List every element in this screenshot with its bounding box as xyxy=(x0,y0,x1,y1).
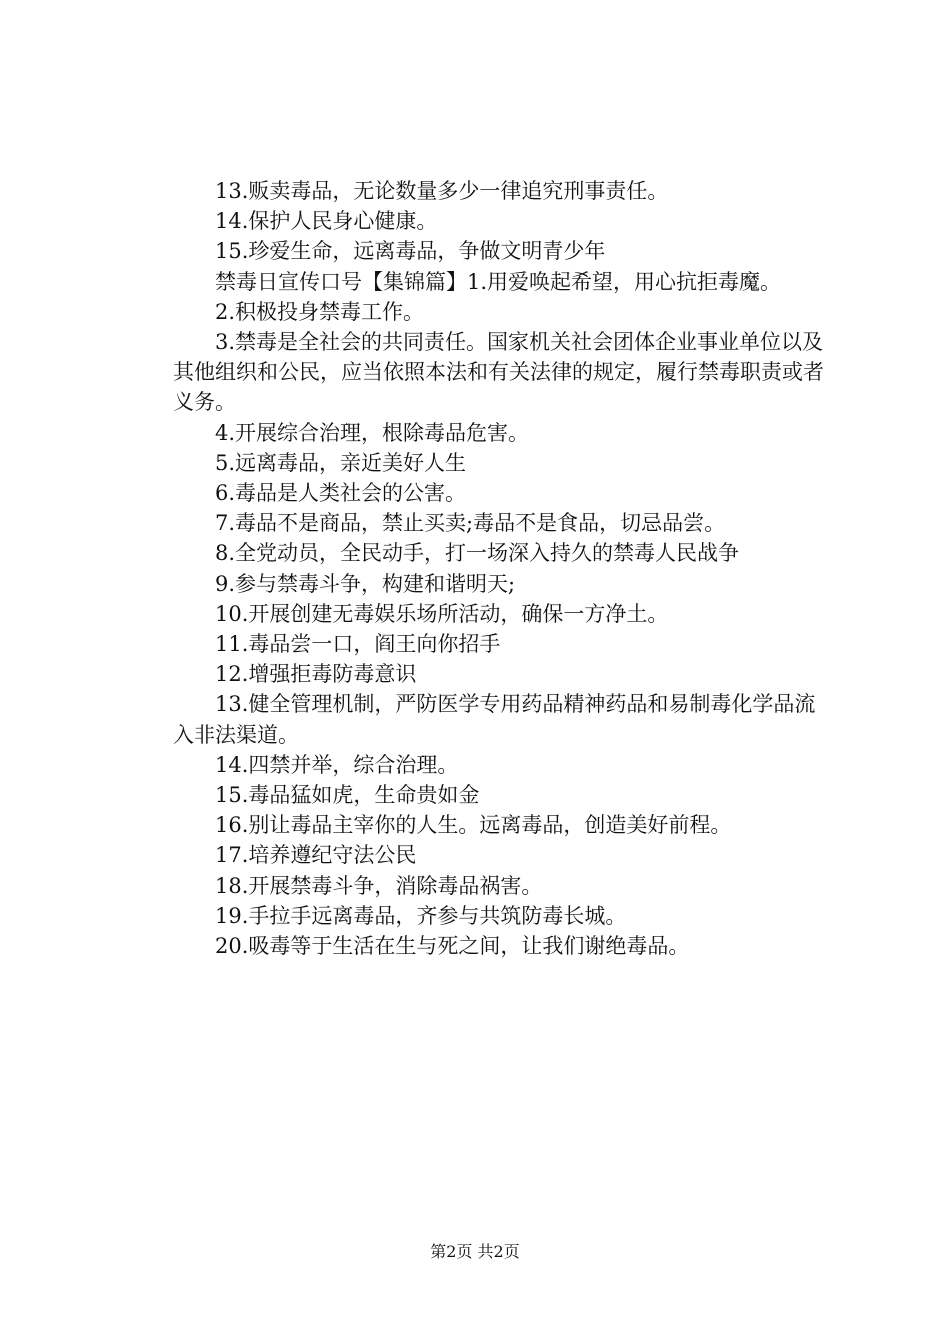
paragraph: 18.开展禁毒斗争，消除毒品祸害。 xyxy=(215,873,543,898)
paragraph: 3.禁毒是全社会的共同责任。国家机关社会团体企业事业单位以及其他组织和公民，应当依照本法和有关法律的规定，履行禁毒职责或者义务。 xyxy=(173,330,824,415)
paragraph: 20.吸毒等于生活在生与死之间，让我们谢绝毒品。 xyxy=(215,934,690,959)
paragraph: 4.开展综合治理，根除毒品危害。 xyxy=(215,420,530,445)
page-footer xyxy=(0,1241,950,1263)
paragraph: 10.开展创建无毒娱乐场所活动，确保一方净土。 xyxy=(215,601,669,626)
paragraph: 8.全党动员，全民动手，打一场深入持久的禁毒人民战争 xyxy=(215,541,740,566)
paragraph: 19.手拉手远离毒品，齐参与共筑防毒长城。 xyxy=(215,903,627,928)
paragraph: 9.参与禁毒斗争，构建和谐明天; xyxy=(215,571,516,596)
paragraph: 15.珍爱生命，远离毒品，争做文明青少年 xyxy=(215,239,606,264)
paragraph: 15.毒品猛如虎，生命贵如金 xyxy=(215,783,480,808)
paragraph: 13.健全管理机制，严防医学专用药品精神药品和易制毒化学品流入非法渠道。 xyxy=(173,692,816,747)
paragraph: 14.保护人民身心健康。 xyxy=(215,209,438,234)
document-body xyxy=(173,176,833,961)
paragraph: 6.毒品是人类社会的公害。 xyxy=(215,481,467,506)
paragraph: 7.毒品不是商品，禁止买卖;毒品不是食品，切忌品尝。 xyxy=(215,511,726,536)
page-number-label: 第2页 共2页 xyxy=(430,1242,520,1261)
paragraph: 17.培养遵纪守法公民 xyxy=(215,843,417,868)
paragraph: 11.毒品尝一口，阎王向你招手 xyxy=(215,632,501,657)
paragraph: 2.积极投身禁毒工作。 xyxy=(215,299,425,324)
section-heading-paragraph: 禁毒日宣传口号【集锦篇】1.用爱唤起希望，用心抗拒毒魔。 xyxy=(215,269,782,294)
paragraph: 16.别让毒品主宰你的人生。远离毒品，创造美好前程。 xyxy=(215,813,732,838)
paragraph: 14.四禁并举，综合治理。 xyxy=(215,752,459,777)
paragraph: 12.增强拒毒防毒意识 xyxy=(215,662,417,687)
paragraph: 13.贩卖毒品，无论数量多少一律追究刑事责任。 xyxy=(215,179,669,203)
paragraph: 5.远离毒品，亲近美好人生 xyxy=(215,450,467,475)
